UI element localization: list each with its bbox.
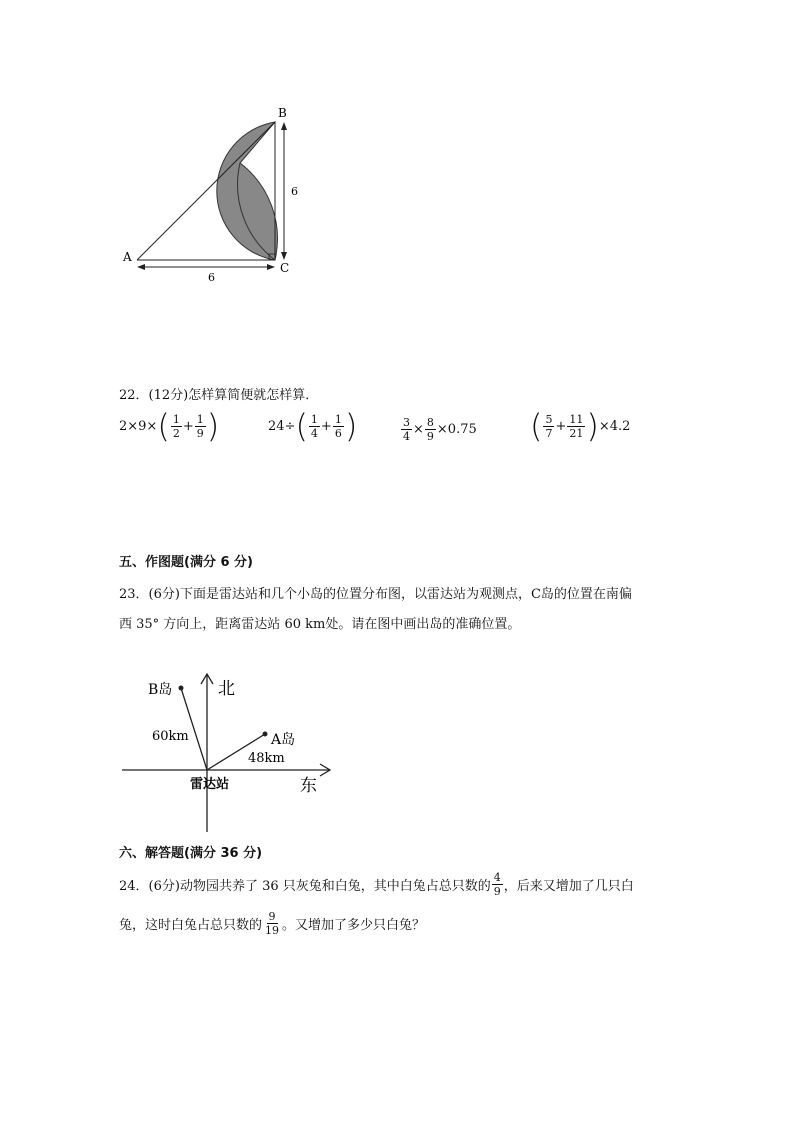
numerator: 3: [403, 416, 410, 429]
q24-line2: [119, 911, 425, 936]
denominator: 9: [493, 885, 501, 898]
fraction: [543, 414, 554, 439]
operator: +: [182, 418, 194, 434]
denominator: 4: [403, 430, 410, 443]
fraction: [567, 414, 585, 439]
fraction: [309, 414, 320, 439]
denominator: 9: [196, 426, 204, 440]
expr3-suffix: ×0.75: [436, 422, 477, 437]
fraction: [195, 414, 206, 439]
dim-bottom-label: 6: [208, 271, 215, 284]
q24-text: 。又增加了多少只白兔？: [282, 918, 426, 933]
arrow-right: [267, 264, 275, 270]
fraction: [171, 414, 182, 439]
radar-diagram: [118, 670, 348, 835]
operator: ×: [413, 422, 424, 437]
numerator: 11: [569, 412, 584, 426]
station-label: 雷达站: [190, 777, 230, 792]
operator: +: [320, 418, 332, 434]
arrow-left: [137, 264, 145, 270]
paren-open: (: [295, 407, 308, 445]
numerator: 5: [545, 412, 553, 426]
expr1-prefix: 2×9×: [119, 418, 158, 434]
operator: +: [555, 418, 567, 434]
numerator: 4: [493, 871, 501, 884]
q24-text: ，后来又增加了几只白: [503, 879, 634, 894]
denominator: 9: [426, 430, 434, 443]
fraction: [425, 417, 436, 442]
numerator: 1: [172, 412, 180, 426]
fraction: [333, 414, 344, 439]
a-island-label: A岛: [271, 732, 296, 748]
b-distance-label: 60km: [152, 729, 189, 744]
q24-text: 24．(6分)动物园共养了 36 只灰兔和白兔，其中白兔占总只数的: [119, 879, 491, 894]
denominator: 4: [310, 426, 318, 440]
denominator: 19: [265, 924, 280, 937]
q22-expr2: [268, 407, 358, 445]
paren-close: ): [586, 407, 599, 445]
arrow-down: [281, 252, 287, 260]
arrow-up: [281, 122, 287, 130]
expr2-prefix: 24÷: [268, 418, 296, 434]
q22-title: 22．(12分)怎样算简便就怎样算．: [119, 388, 319, 403]
fraction: [263, 911, 281, 936]
paren-close: ): [206, 407, 220, 445]
numerator: 9: [268, 910, 276, 923]
east-label: 东: [300, 776, 317, 796]
section5-title: 五、作图题(满分 6 分): [119, 555, 253, 570]
expr4-suffix: ×4.2: [598, 418, 631, 434]
q23-line1: 23．(6分)下面是雷达站和几个小岛的位置分布图，以雷达站为观测点，C岛的位置在南偏: [119, 587, 632, 602]
dim-right-label: 6: [291, 185, 298, 198]
b-island-label: B岛: [148, 682, 173, 698]
numerator: 1: [310, 412, 318, 426]
b-island-point: [179, 686, 184, 691]
q22-expr3: [400, 417, 477, 442]
denominator: 6: [334, 426, 342, 440]
north-label: 北: [218, 679, 235, 699]
a-distance-label: 48km: [248, 751, 285, 766]
numerator: 1: [196, 412, 204, 426]
fraction: [492, 872, 503, 897]
paren-open: (: [530, 407, 543, 445]
q23-line2: 西 35° 方向上，距离雷达站 60 km处。请在图中画出岛的准确位置。: [119, 617, 521, 632]
q22-expr1: [119, 407, 220, 445]
q24-line1: [119, 872, 634, 897]
paren-open: (: [157, 407, 170, 445]
numerator: 8: [426, 416, 434, 429]
denominator: 7: [545, 426, 553, 440]
geometry-figure: [115, 100, 315, 285]
label-c: C: [280, 261, 290, 275]
q24-text: 兔，这时白兔占总只数的: [119, 918, 263, 933]
label-b: B: [278, 106, 287, 120]
label-a: A: [123, 250, 132, 264]
numerator: 1: [334, 412, 342, 426]
a-island-point: [263, 732, 268, 737]
section6-title: 六、解答题(满分 36 分): [119, 846, 263, 861]
q22-expr4: [530, 407, 631, 445]
paren-close: ): [344, 407, 358, 445]
denominator: 2: [172, 426, 180, 440]
denominator: 21: [569, 426, 584, 440]
fraction: [401, 417, 412, 442]
